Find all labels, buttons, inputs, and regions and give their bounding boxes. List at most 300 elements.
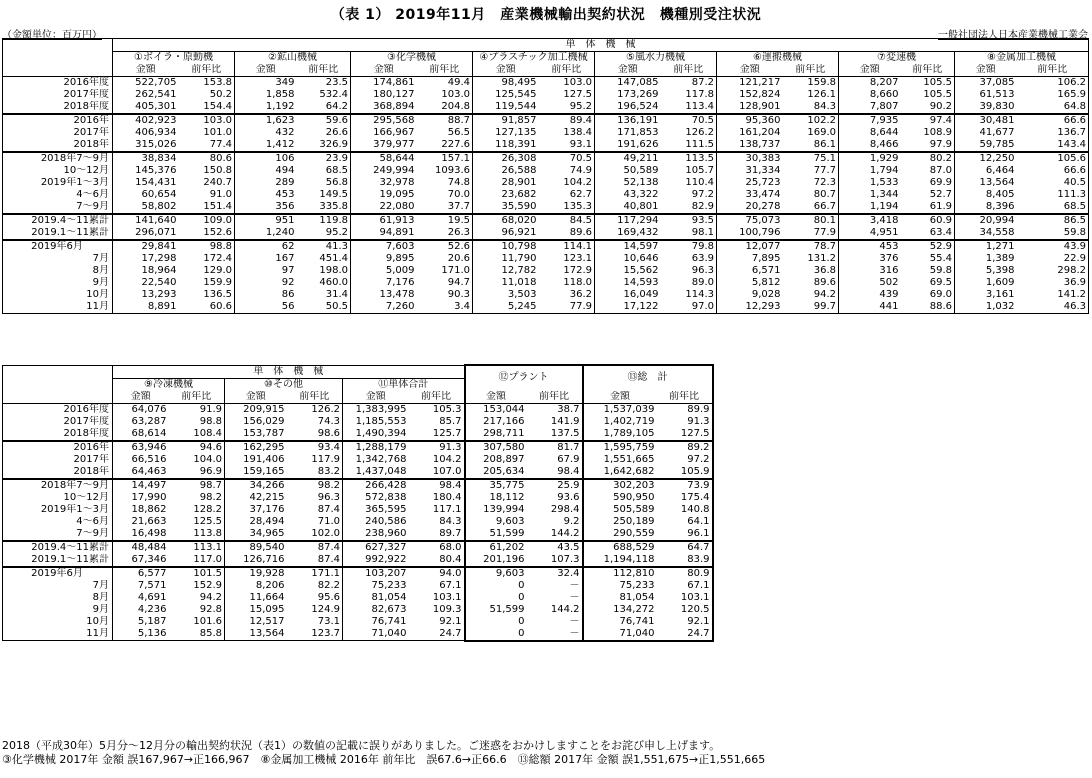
yoy-cell: 97.2 bbox=[691, 189, 714, 200]
yoy-cell: 141.9 bbox=[550, 415, 580, 427]
amount-cell: 37,085 bbox=[955, 77, 1017, 90]
amount-cell: 6,571 bbox=[717, 265, 783, 277]
yoy-cell: 86.5 bbox=[1017, 214, 1089, 227]
row-label: 2016年 bbox=[3, 441, 113, 454]
row-label: 2019年6月 bbox=[3, 240, 113, 253]
yoy-cell: 98.2 bbox=[199, 491, 222, 503]
yoy-cell: 117.1 bbox=[432, 503, 462, 515]
amount-cell: 11,664 bbox=[225, 592, 287, 604]
amount-cell: 289 bbox=[235, 177, 297, 189]
yoy-cell: 43.9 bbox=[1017, 240, 1089, 253]
header-row-category bbox=[3, 52, 1089, 65]
yoy-cell: － bbox=[569, 591, 580, 603]
amount-cell: 7,571 bbox=[113, 580, 169, 592]
amount-cell: 51,599 bbox=[465, 604, 527, 616]
table-row bbox=[3, 616, 713, 628]
yoy-cell: 171.1 bbox=[287, 567, 343, 580]
yoy-header: 前年比 bbox=[527, 391, 583, 404]
yoy-cell: 79.8 bbox=[661, 240, 717, 253]
row-label: 9月 bbox=[3, 604, 113, 616]
amount-cell: 11,018 bbox=[473, 277, 539, 289]
amount-header: 金額 bbox=[465, 391, 527, 404]
amount-cell: 9,028 bbox=[717, 289, 783, 301]
table-row bbox=[3, 580, 713, 592]
yoy-cell: 77.9 bbox=[539, 301, 595, 314]
row-label: 11月 bbox=[3, 301, 113, 314]
amount-cell: 50,589 bbox=[595, 165, 661, 177]
yoy-cell: 64.8 bbox=[1017, 101, 1089, 114]
yoy-cell: 136.5 bbox=[203, 289, 232, 300]
amount-cell: 35,590 bbox=[473, 201, 539, 214]
yoy-cell: 52.6 bbox=[417, 240, 473, 253]
yoy-cell: 101.6 bbox=[193, 615, 222, 627]
amount-cell: 21,663 bbox=[113, 516, 169, 528]
amount-cell: 1,194,118 bbox=[583, 554, 657, 567]
yoy-cell: 87.0 bbox=[929, 165, 952, 176]
header-row-group bbox=[3, 39, 1089, 52]
yoy-cell: 117.0 bbox=[193, 553, 222, 565]
yoy-cell: 70.0 bbox=[447, 189, 470, 200]
amount-cell: 14,497 bbox=[113, 479, 169, 492]
yoy-cell: 80.1 bbox=[783, 214, 839, 227]
header-blank bbox=[3, 39, 113, 52]
amount-cell: 8,206 bbox=[225, 580, 287, 592]
yoy-cell: 95.2 bbox=[325, 227, 348, 238]
yoy-cell: 73.1 bbox=[317, 615, 340, 627]
yoy-cell: 64.7 bbox=[657, 541, 713, 554]
amount-cell: 16,498 bbox=[113, 528, 169, 541]
yoy-cell: 84.3 bbox=[813, 101, 836, 112]
row-label: 2016年度 bbox=[3, 403, 113, 416]
yoy-cell: 36.2 bbox=[569, 289, 592, 300]
row-label: 2016年 bbox=[3, 114, 113, 127]
yoy-cell: 71.0 bbox=[317, 515, 340, 527]
yoy-cell: 137.5 bbox=[550, 427, 580, 439]
amount-cell: 7,176 bbox=[351, 277, 417, 289]
amount-cell: 106 bbox=[235, 152, 297, 165]
table-row bbox=[3, 428, 713, 441]
amount-cell: 4,951 bbox=[839, 227, 901, 240]
yoy-cell: 159.9 bbox=[203, 277, 232, 288]
yoy-cell: 69.9 bbox=[929, 177, 952, 188]
amount-cell: 97 bbox=[235, 265, 297, 277]
amount-cell: 5,398 bbox=[955, 265, 1017, 277]
amount-header: 金額 bbox=[343, 391, 409, 404]
header-blank bbox=[3, 378, 113, 391]
amount-header: 金額 bbox=[113, 64, 179, 77]
amount-cell: 159,165 bbox=[225, 466, 287, 479]
amount-cell: 5,812 bbox=[717, 277, 783, 289]
amount-cell: 238,960 bbox=[343, 528, 409, 541]
amount-cell: 66,516 bbox=[113, 454, 169, 466]
yoy-cell: 326.9 bbox=[319, 139, 348, 150]
amount-cell: 167 bbox=[235, 253, 297, 265]
yoy-cell: 73.9 bbox=[657, 479, 713, 492]
amount-cell: 61,202 bbox=[465, 541, 527, 554]
table-row bbox=[3, 301, 1089, 314]
amount-cell: 315,026 bbox=[113, 139, 179, 152]
amount-cell: 127,135 bbox=[473, 127, 539, 139]
amount-cell: 59,785 bbox=[955, 139, 1017, 152]
yoy-cell: 240.7 bbox=[203, 177, 232, 188]
amount-cell: 402,923 bbox=[113, 114, 179, 127]
amount-header: 金額 bbox=[717, 64, 783, 77]
yoy-cell: 69.5 bbox=[929, 277, 952, 288]
amount-cell: 34,266 bbox=[225, 479, 287, 492]
category-header: ⑤風水力機械 bbox=[595, 52, 717, 65]
amount-cell: 590,950 bbox=[583, 492, 657, 504]
yoy-cell: 22.9 bbox=[1017, 253, 1089, 265]
yoy-cell: 109.0 bbox=[179, 214, 235, 227]
yoy-cell: 3.4 bbox=[417, 301, 473, 314]
table-row bbox=[3, 189, 1089, 201]
yoy-cell: 104.2 bbox=[563, 177, 592, 188]
yoy-cell: 138.4 bbox=[563, 127, 592, 138]
amount-cell: 688,529 bbox=[583, 541, 657, 554]
yoy-cell: 55.4 bbox=[929, 253, 952, 264]
yoy-cell: 82.9 bbox=[691, 201, 714, 212]
yoy-cell: 90.3 bbox=[447, 289, 470, 300]
category-header: ⑨冷凍機械 bbox=[113, 378, 225, 391]
amount-header: 金額 bbox=[595, 64, 661, 77]
yoy-cell: － bbox=[569, 615, 580, 627]
amount-cell: 196,524 bbox=[595, 101, 661, 114]
table-row bbox=[3, 89, 1089, 101]
yoy-cell: 68.5 bbox=[1017, 201, 1089, 214]
table-row bbox=[3, 628, 713, 641]
yoy-cell: 69.0 bbox=[929, 289, 952, 300]
yoy-cell: 93.5 bbox=[661, 214, 717, 227]
yoy-cell: 140.8 bbox=[657, 504, 713, 516]
yoy-cell: 129.0 bbox=[203, 265, 232, 276]
amount-cell: 8,660 bbox=[839, 89, 901, 101]
yoy-cell: 94.2 bbox=[813, 289, 836, 300]
amount-cell: 250,189 bbox=[583, 516, 657, 528]
amount-cell: 4,236 bbox=[113, 604, 169, 616]
yoy-cell: 198.0 bbox=[319, 265, 348, 276]
category-header: ⑧金属加工機械 bbox=[955, 52, 1089, 65]
yoy-header: 前年比 bbox=[409, 391, 465, 404]
yoy-cell: 169.0 bbox=[807, 127, 836, 138]
yoy-cell: 149.5 bbox=[319, 189, 348, 200]
amount-cell: 14,597 bbox=[595, 240, 661, 253]
yoy-cell: 96.3 bbox=[317, 491, 340, 503]
yoy-cell: 74.9 bbox=[569, 165, 592, 176]
yoy-cell: 84.5 bbox=[539, 214, 595, 227]
yoy-header: 前年比 bbox=[297, 64, 351, 77]
amount-cell: 112,810 bbox=[583, 567, 657, 580]
amount-cell: 81,054 bbox=[343, 592, 409, 604]
yoy-cell: 26.6 bbox=[325, 127, 348, 138]
amount-cell: 75,073 bbox=[717, 214, 783, 227]
row-label: 10～12月 bbox=[3, 492, 113, 504]
amount-cell: 296,071 bbox=[113, 227, 179, 240]
table-row bbox=[3, 177, 1089, 189]
amount-cell: 379,977 bbox=[351, 139, 417, 152]
table-row bbox=[3, 454, 713, 466]
yoy-cell: 298.4 bbox=[550, 503, 580, 515]
yoy-cell: 180.4 bbox=[432, 491, 462, 503]
amount-cell: 17,298 bbox=[113, 253, 179, 265]
yoy-cell: 19.5 bbox=[417, 214, 473, 227]
amount-cell: 171,853 bbox=[595, 127, 661, 139]
amount-cell: 453 bbox=[235, 189, 297, 201]
yoy-cell: 63.4 bbox=[929, 227, 952, 238]
amount-header: 金額 bbox=[351, 64, 417, 77]
yoy-cell: 104.0 bbox=[193, 453, 222, 465]
row-label: 4～6月 bbox=[3, 516, 113, 528]
yoy-cell: 93.6 bbox=[557, 491, 580, 503]
yoy-cell: 111.3 bbox=[1017, 189, 1089, 201]
yoy-cell: 94.7 bbox=[447, 277, 470, 288]
yoy-cell: 144.2 bbox=[550, 527, 580, 539]
amount-cell: 100,796 bbox=[717, 227, 783, 240]
amount-cell: 68,020 bbox=[473, 214, 539, 227]
amount-cell: 12,250 bbox=[955, 152, 1017, 165]
yoy-cell: 113.1 bbox=[169, 541, 225, 554]
amount-cell: 1,551,665 bbox=[583, 454, 657, 466]
amount-cell: 1,858 bbox=[235, 89, 297, 101]
header-blank bbox=[3, 64, 113, 77]
table-row bbox=[3, 466, 713, 479]
organization-label: 一般社団法人日本産業機械工業会 bbox=[938, 30, 1088, 41]
amount-cell: 376 bbox=[839, 253, 901, 265]
amount-cell: 63,946 bbox=[113, 441, 169, 454]
amount-cell: 25,723 bbox=[717, 177, 783, 189]
yoy-cell: 89.4 bbox=[539, 114, 595, 127]
amount-header: 金額 bbox=[235, 64, 297, 77]
amount-cell: 290,559 bbox=[583, 528, 657, 541]
yoy-cell: 172.4 bbox=[203, 253, 232, 264]
yoy-cell: 98.2 bbox=[287, 479, 343, 492]
table-row bbox=[3, 528, 713, 541]
amount-cell: 166,967 bbox=[351, 127, 417, 139]
correction-line-2: ③化学機械 2017年 金額 誤167,967→正166,967 ⑧金属加工機械 2016年 前年比 誤67.6→正66.6 ⑬総額 2017年 金額 誤1,551,675→正1,551,665 bbox=[2, 753, 766, 766]
amount-cell: 156,029 bbox=[225, 416, 287, 428]
yoy-cell: 335.8 bbox=[319, 201, 348, 212]
amount-cell: 7,935 bbox=[839, 114, 901, 127]
amount-cell: 209,915 bbox=[225, 403, 287, 416]
amount-cell: 8,891 bbox=[113, 301, 179, 314]
yoy-cell: 24.7 bbox=[409, 628, 465, 641]
yoy-cell: 144.2 bbox=[550, 603, 580, 615]
amount-cell: 19,928 bbox=[225, 567, 287, 580]
amount-cell: 1,595,759 bbox=[583, 441, 657, 454]
table-row bbox=[3, 165, 1089, 177]
page-title: （表 1） 2019年11月 産業機械輸出契約状況 機種別受注状況 bbox=[330, 7, 762, 23]
yoy-cell: 90.2 bbox=[929, 101, 952, 112]
header-blank bbox=[3, 365, 113, 378]
yoy-cell: 94.0 bbox=[409, 567, 465, 580]
amount-cell: 71,040 bbox=[583, 628, 657, 641]
category-header: ⑩その他 bbox=[225, 378, 343, 391]
yoy-cell: 59.8 bbox=[929, 265, 952, 276]
yoy-cell: 81.7 bbox=[527, 441, 583, 454]
yoy-cell: 94.6 bbox=[169, 441, 225, 454]
amount-cell: 18,112 bbox=[465, 492, 527, 504]
amount-cell: 145,376 bbox=[113, 165, 179, 177]
yoy-cell: 157.1 bbox=[417, 152, 473, 165]
amount-cell: 64,463 bbox=[113, 466, 169, 479]
amount-cell: 13,293 bbox=[113, 289, 179, 301]
amount-header: 金額 bbox=[955, 64, 1017, 77]
amount-cell: 502 bbox=[839, 277, 901, 289]
yoy-cell: 113.5 bbox=[661, 152, 717, 165]
amount-cell: 34,558 bbox=[955, 227, 1017, 240]
amount-cell: 61,513 bbox=[955, 89, 1017, 101]
table-row bbox=[3, 516, 713, 528]
export-table-bottom bbox=[2, 364, 714, 642]
yoy-cell: 143.4 bbox=[1017, 139, 1089, 152]
row-label: 8月 bbox=[3, 592, 113, 604]
amount-cell: 67,346 bbox=[113, 554, 169, 567]
row-label: 2018年 bbox=[3, 139, 113, 152]
yoy-cell: 80.9 bbox=[657, 567, 713, 580]
amount-cell: 62 bbox=[235, 240, 297, 253]
amount-cell: 307,580 bbox=[465, 441, 527, 454]
yoy-cell: 66.6 bbox=[1017, 165, 1089, 177]
yoy-cell: 91.9 bbox=[199, 403, 222, 415]
table-row bbox=[3, 441, 713, 454]
amount-cell: 37,176 bbox=[225, 504, 287, 516]
yoy-cell: 83.2 bbox=[317, 465, 340, 477]
yoy-cell: 125.5 bbox=[193, 515, 222, 527]
yoy-cell: 49.4 bbox=[447, 77, 470, 88]
yoy-cell: 87.4 bbox=[287, 541, 343, 554]
table-row bbox=[3, 240, 1089, 253]
yoy-cell: 159.8 bbox=[807, 77, 836, 88]
amount-cell: 7,895 bbox=[717, 253, 783, 265]
table-row bbox=[3, 592, 713, 604]
table-row bbox=[3, 479, 713, 492]
yoy-cell: 89.6 bbox=[813, 277, 836, 288]
amount-cell: 11,790 bbox=[473, 253, 539, 265]
row-label: 2019.1～11累計 bbox=[3, 554, 113, 567]
amount-cell: 128,901 bbox=[717, 101, 783, 114]
yoy-cell: 460.0 bbox=[319, 277, 348, 288]
table-row bbox=[3, 567, 713, 580]
yoy-cell: 64.2 bbox=[325, 101, 348, 112]
amount-cell: 295,568 bbox=[351, 114, 417, 127]
amount-cell: 81,054 bbox=[583, 592, 657, 604]
amount-cell: 26,588 bbox=[473, 165, 539, 177]
yoy-cell: 95.6 bbox=[317, 591, 340, 603]
yoy-cell: 93.1 bbox=[569, 139, 592, 150]
amount-cell: 356 bbox=[235, 201, 297, 214]
amount-cell: 13,564 bbox=[955, 177, 1017, 189]
yoy-cell: 172.9 bbox=[563, 265, 592, 276]
yoy-cell: 110.4 bbox=[685, 177, 714, 188]
yoy-cell: 103.0 bbox=[179, 114, 235, 127]
yoy-cell: 82.2 bbox=[317, 579, 340, 591]
yoy-cell: 105.6 bbox=[1017, 152, 1089, 165]
yoy-header: 前年比 bbox=[417, 64, 473, 77]
yoy-cell: 89.6 bbox=[569, 227, 592, 238]
yoy-cell: 135.3 bbox=[563, 201, 592, 212]
amount-cell: 5,009 bbox=[351, 265, 417, 277]
yoy-cell: 126.2 bbox=[311, 403, 340, 415]
yoy-header: 前年比 bbox=[539, 64, 595, 77]
yoy-cell: 67.1 bbox=[439, 579, 462, 591]
yoy-cell: 98.4 bbox=[557, 465, 580, 477]
row-label: 10～12月 bbox=[3, 165, 113, 177]
yoy-cell: 66.7 bbox=[813, 201, 836, 212]
yoy-cell: 127.5 bbox=[563, 89, 592, 100]
yoy-cell: 92.8 bbox=[199, 603, 222, 615]
yoy-header: 前年比 bbox=[901, 64, 955, 77]
amount-cell: 60,654 bbox=[113, 189, 179, 201]
row-label: 2019.1～11累計 bbox=[3, 227, 113, 240]
amount-cell: 9,603 bbox=[465, 567, 527, 580]
yoy-cell: 96.9 bbox=[199, 465, 222, 477]
row-label: 7月 bbox=[3, 580, 113, 592]
yoy-cell: 41.3 bbox=[297, 240, 351, 253]
yoy-cell: 25.9 bbox=[527, 479, 583, 492]
yoy-cell: 89.0 bbox=[691, 277, 714, 288]
amount-cell: 8,207 bbox=[839, 77, 901, 90]
row-label: 2019年1～3月 bbox=[3, 177, 113, 189]
yoy-cell: 50.2 bbox=[209, 89, 232, 100]
amount-cell: 71,040 bbox=[343, 628, 409, 641]
yoy-cell: 102.2 bbox=[783, 114, 839, 127]
amount-cell: 30,383 bbox=[717, 152, 783, 165]
yoy-cell: 9.2 bbox=[563, 515, 580, 527]
amount-cell: 441 bbox=[839, 301, 901, 314]
amount-cell: 174,861 bbox=[351, 77, 417, 90]
yoy-cell: 128.2 bbox=[193, 503, 222, 515]
yoy-cell: 36.8 bbox=[813, 265, 836, 276]
amount-cell: 951 bbox=[235, 214, 297, 227]
yoy-cell: 67.9 bbox=[557, 453, 580, 465]
row-label: 2018年 bbox=[3, 466, 113, 479]
table-row bbox=[3, 492, 713, 504]
yoy-cell: 113.4 bbox=[685, 101, 714, 112]
yoy-cell: 67.1 bbox=[657, 580, 713, 592]
row-label: 2017年度 bbox=[3, 416, 113, 428]
yoy-cell: 40.5 bbox=[1017, 177, 1089, 189]
yoy-cell: 91.3 bbox=[409, 441, 465, 454]
amount-cell: 365,595 bbox=[343, 504, 409, 516]
amount-cell: 22,080 bbox=[351, 201, 417, 214]
amount-cell: 5,245 bbox=[473, 301, 539, 314]
amount-cell: 208,897 bbox=[465, 454, 527, 466]
amount-cell: 152,824 bbox=[717, 89, 783, 101]
yoy-cell: 136.7 bbox=[1017, 127, 1089, 139]
amount-cell: 405,301 bbox=[113, 101, 179, 114]
yoy-cell: 92.1 bbox=[439, 615, 462, 627]
yoy-cell: 50.5 bbox=[297, 301, 351, 314]
yoy-cell: 97.0 bbox=[661, 301, 717, 314]
yoy-cell: 105.5 bbox=[923, 89, 952, 100]
row-label: 2018年度 bbox=[3, 101, 113, 114]
table-row bbox=[3, 227, 1089, 240]
amount-cell: 95,360 bbox=[717, 114, 783, 127]
yoy-cell: 107.3 bbox=[550, 553, 580, 565]
yoy-cell: 85.7 bbox=[439, 415, 462, 427]
row-label: 7～9月 bbox=[3, 528, 113, 541]
row-label: 2018年7～9月 bbox=[3, 479, 113, 492]
row-label: 9月 bbox=[3, 277, 113, 289]
yoy-cell: 152.9 bbox=[193, 579, 222, 591]
yoy-cell: 70.5 bbox=[539, 152, 595, 165]
amount-cell: 34,965 bbox=[225, 528, 287, 541]
yoy-cell: 451.4 bbox=[319, 253, 348, 264]
amount-cell: 141,640 bbox=[113, 214, 179, 227]
amount-cell: 1,344 bbox=[839, 189, 901, 201]
yoy-cell: 105.9 bbox=[657, 466, 713, 479]
amount-cell: 161,204 bbox=[717, 127, 783, 139]
yoy-header: 前年比 bbox=[287, 391, 343, 404]
